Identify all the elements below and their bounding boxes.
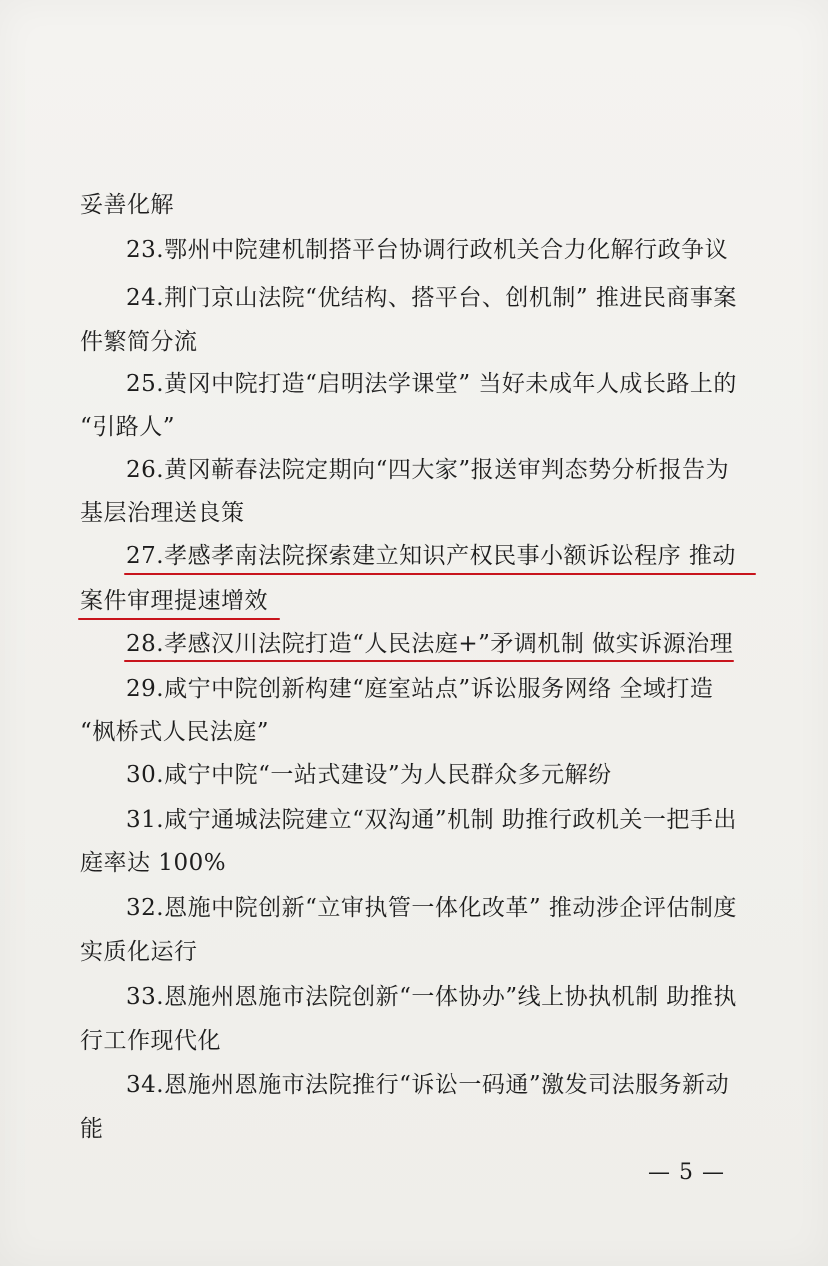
list-item-25: 25.黄冈中院打造“启明法学课堂” 当好未成年人成长路上的 (126, 371, 737, 397)
text-line: 妥善化解 (80, 192, 174, 218)
text-line: “引路人” (80, 414, 176, 440)
list-item-30: 30.咸宁中院“一站式建设”为人民群众多元解纷 (126, 762, 612, 788)
text-line: 案件审理提速增效 (80, 588, 268, 614)
list-item-34: 34.恩施州恩施市法院推行“诉讼一码通”激发司法服务新动 (126, 1072, 730, 1098)
text-line: “枫桥式人民法庭” (80, 719, 270, 745)
list-item-31: 31.咸宁通城法院建立“双沟通”机制 助推行政机关一把手出 (126, 807, 737, 833)
red-underline (124, 573, 756, 575)
list-item-27: 27.孝感孝南法院探索建立知识产权民事小额诉讼程序 推动 (126, 543, 736, 569)
list-item-24: 24.荆门京山法院“优结构、搭平台、创机制” 推进民商事案 (126, 285, 737, 311)
text-line: 基层治理送良策 (80, 500, 245, 526)
list-item-32: 32.恩施中院创新“立审执管一体化改革” 推动涉企评估制度 (126, 895, 737, 921)
text-line: 实质化运行 (80, 939, 198, 965)
list-item-23: 23.鄂州中院建机制搭平台协调行政机关合力化解行政争议 (126, 237, 729, 263)
list-item-28: 28.孝感汉川法院打造“人民法庭+”矛调机制 做实诉源治理 (126, 631, 734, 657)
list-item-29: 29.咸宁中院创新构建“庭室站点”诉讼服务网络 全域打造 (126, 676, 714, 702)
text-line: 件繁简分流 (80, 329, 198, 355)
text-line: 行工作现代化 (80, 1028, 221, 1054)
list-item-26: 26.黄冈蕲春法院定期向“四大家”报送审判态势分析报告为 (126, 457, 730, 483)
page-number: — 5 — (648, 1160, 725, 1185)
text-line: 能 (80, 1116, 104, 1142)
red-underline (78, 618, 280, 620)
text-line: 庭率达 100% (80, 850, 227, 876)
list-item-33: 33.恩施州恩施市法院创新“一体协办”线上协执机制 助推执 (126, 984, 737, 1010)
red-underline (124, 660, 734, 662)
